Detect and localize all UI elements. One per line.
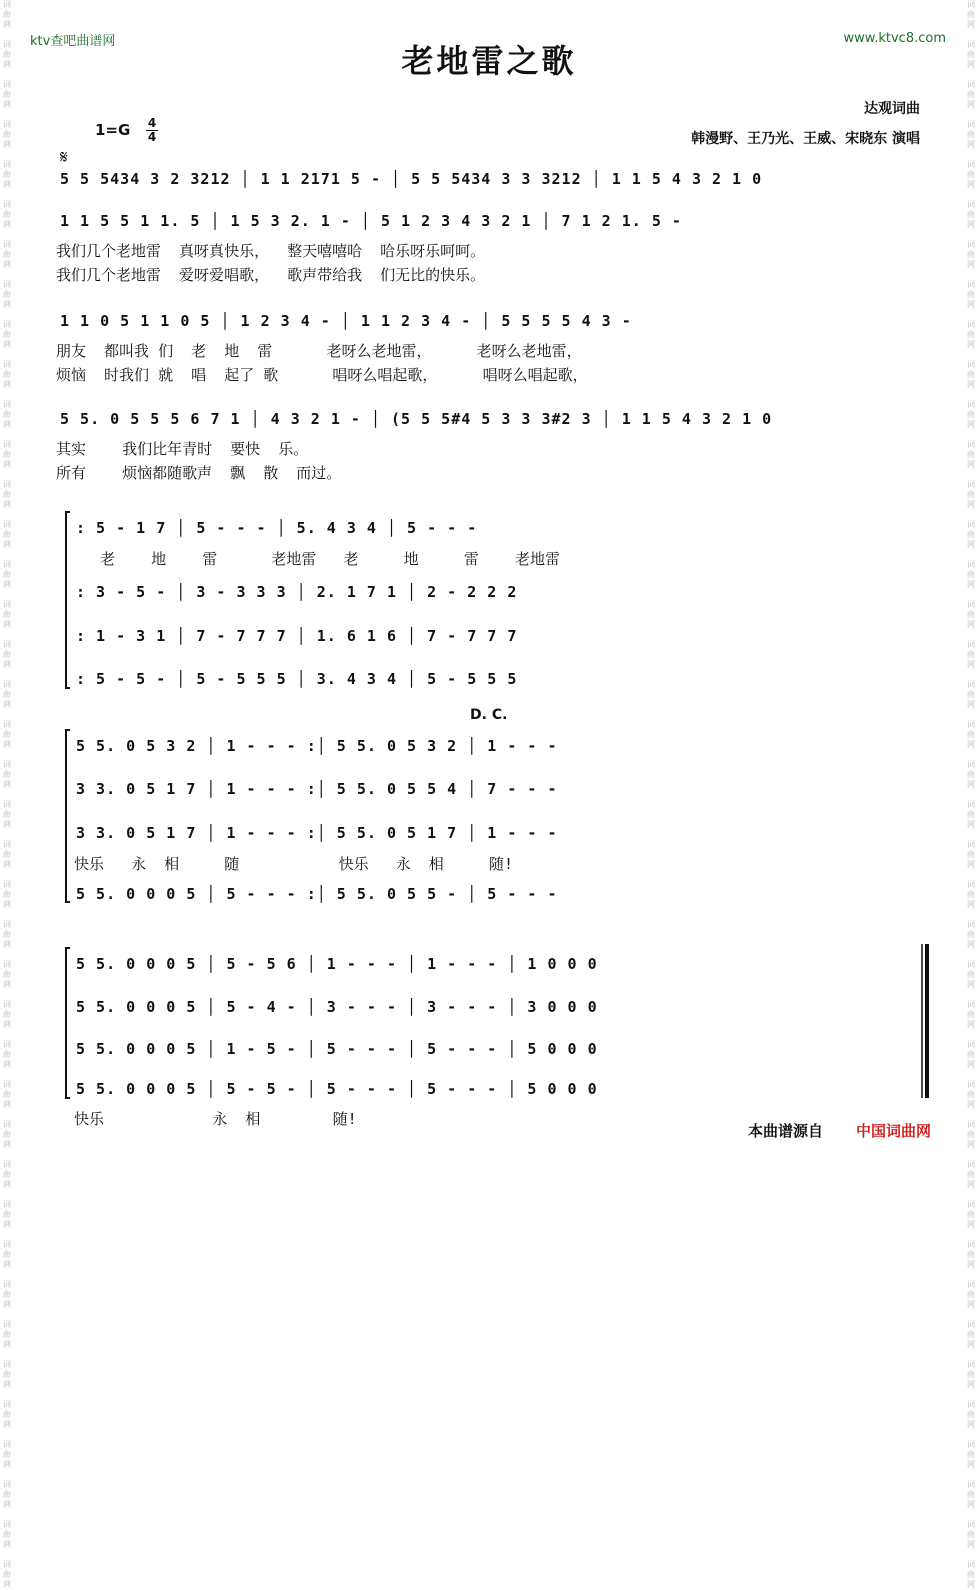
choir2-part-1: 5 5. 0 5 3 2 │ 1 - - - :│ 5 5. 0 5 3 2 │ 1 - - - — [76, 737, 558, 755]
lyric-line-4: 烦恼 时我们 就 唱 起了 歌 唱呀么唱起歌， 唱呀么唱起歌， — [56, 366, 588, 384]
right-site-watermark: www.ktvc8.com — [843, 31, 946, 46]
choir1-part-4: : 5 - 5 - │ 5 - 5 5 5 │ 3. 4 3 4 │ 5 - 5 5 5 — [76, 670, 518, 688]
choir3-part-2: 5 5. 0 0 0 5 │ 5 - 4 - │ 3 - - - │ 3 - - - │ 3 0 0 0 — [76, 998, 598, 1016]
time-sig-bottom: 4 — [147, 130, 157, 144]
segno-sign: 𝄋 — [60, 147, 68, 168]
lyric-line-1: 我们几个老地雷 真呀真快乐， 整天嘻嘻哈 哈乐呀乐呵呵。 — [56, 242, 486, 260]
dc-marking: D. C. — [470, 707, 508, 723]
choir1-lyric: 老 地 雷 老地雷 老 地 雷 老地雷 — [100, 550, 560, 568]
left-edge-watermark: 词 曲 网 词 曲 网 词 曲 网 词 曲 网 词 曲 网 词 曲 网 词 曲 网 词 曲 网 词 曲 网 词 曲 网 词 曲 网 词 曲 网 词 曲 网 词 曲 网 词 曲 网 词 曲 网 词 曲 网 词 曲 网 词 曲 网 词 曲 网 词 曲 网 词 曲 网 词 曲 网 词 曲 网 词 曲 网 词 曲 网 词 曲 网 词 曲 网 词 曲 网 词 曲 网 词 曲 网 词 曲 网 词 曲 网 词 曲 网 词 曲 网 词 曲 网 词 曲 网 词 曲 网 词 曲 网 词 曲 网 — [3, 0, 11, 1589]
lyricist-composer: 达观词曲 — [864, 101, 920, 117]
choir3-lyric: 快乐 永 相 随! — [74, 1110, 357, 1128]
choir3-part-3: 5 5. 0 0 0 5 │ 1 - 5 - │ 5 - - - │ 5 - - - │ 5 0 0 0 — [76, 1040, 598, 1058]
source-label: 本曲谱源自 — [748, 1122, 824, 1140]
singers-credit: 韩漫野、王乃光、王威、宋晓东 演唱 — [691, 131, 920, 147]
song-title: 老地雷之歌 — [401, 42, 577, 80]
choir2-part-3: 3 3. 0 5 1 7 │ 1 - - - :│ 5 5. 0 5 1 7 │ 1 - - - — [76, 824, 558, 842]
lyric-line-5: 其实 我们比年青时 要快 乐。 — [56, 440, 309, 458]
choir2-bracket — [66, 730, 70, 902]
time-sig-top: 4 — [147, 116, 157, 130]
choir2-lyric: 快乐 永 相 随 快乐 永 相 随! — [74, 855, 513, 873]
lyric-line-3: 朋友 都叫我 们 老 地 雷 老呀么老地雷， 老呀么老地雷， — [56, 342, 582, 360]
choir1-part-3: : 1 - 3 1 │ 7 - 7 7 7 │ 1. 6 1 6 │ 7 - 7 7 7 — [76, 627, 518, 645]
melody-line-2: 1 1 5 5 1 1. 5 │ 1 5 3 2. 1 - │ 5 1 2 3 4 3 2 1 │ 7 1 2 1. 5 - — [60, 212, 682, 230]
key-signature: 1=G — [95, 121, 131, 139]
lyric-line-6: 所有 烦恼都随歌声 飘 散 而过。 — [56, 464, 342, 482]
left-site-watermark: ktv查吧曲谱网 — [30, 34, 116, 49]
choir1-part-1: : 5 - 1 7 │ 5 - - - │ 5. 4 3 4 │ 5 - - - — [76, 519, 478, 537]
choir2-part-4: 5 5. 0 0 0 5 │ 5 - - - :│ 5 5. 0 5 5 - │ 5 - - - — [76, 885, 558, 903]
choir1-part-2: : 3 - 5 - │ 3 - 3 3 3 │ 2. 1 7 1 │ 2 - 2 2 2 — [76, 583, 518, 601]
choir3-part-1: 5 5. 0 0 0 5 │ 5 - 5 6 │ 1 - - - │ 1 - - - │ 1 0 0 0 — [76, 955, 598, 973]
choir3-part-4: 5 5. 0 0 0 5 │ 5 - 5 - │ 5 - - - │ 5 - - - │ 5 0 0 0 — [76, 1080, 598, 1098]
right-edge-watermark: 词 曲 网 词 曲 网 词 曲 网 词 曲 网 词 曲 网 词 曲 网 词 曲 网 词 曲 网 词 曲 网 词 曲 网 词 曲 网 词 曲 网 词 曲 网 词 曲 网 词 曲 网 词 曲 网 词 曲 网 词 曲 网 词 曲 网 词 曲 网 词 曲 网 词 曲 网 词 曲 网 词 曲 网 词 曲 网 词 曲 网 词 曲 网 词 曲 网 词 曲 网 词 曲 网 词 曲 网 词 曲 网 词 曲 网 词 曲 网 词 曲 网 词 曲 网 词 曲 网 词 曲 网 词 曲 网 词 曲 网 — [967, 0, 975, 1589]
melody-line-1: 5 5 5434 3 2 3212 │ 1 1 2171 5 - │ 5 5 5434 3 3 3212 │ 1 1 5 4 3 2 1 0 — [60, 170, 763, 188]
lyric-line-2: 我们几个老地雷 爱呀爱唱歌， 歌声带给我 们无比的快乐。 — [56, 266, 486, 284]
melody-line-3: 1 1 0 5 1 1 0 5 │ 1 2 3 4 - │ 1 1 2 3 4 - │ 5 5 5 5 4 3 - — [60, 312, 632, 330]
choir1-bracket — [66, 512, 70, 688]
melody-line-4: 5 5. 0 5 5 5 6 7 1 │ 4 3 2 1 - │ (5 5 5#4 5 3 3 3#2 3 │ 1 1 5 4 3 2 1 0 — [60, 410, 773, 428]
choir2-part-2: 3 3. 0 5 1 7 │ 1 - - - :│ 5 5. 0 5 5 4 │ 7 - - - — [76, 780, 558, 798]
source-site: 中国词曲网 — [856, 1122, 932, 1140]
choir3-bracket — [66, 948, 70, 1098]
